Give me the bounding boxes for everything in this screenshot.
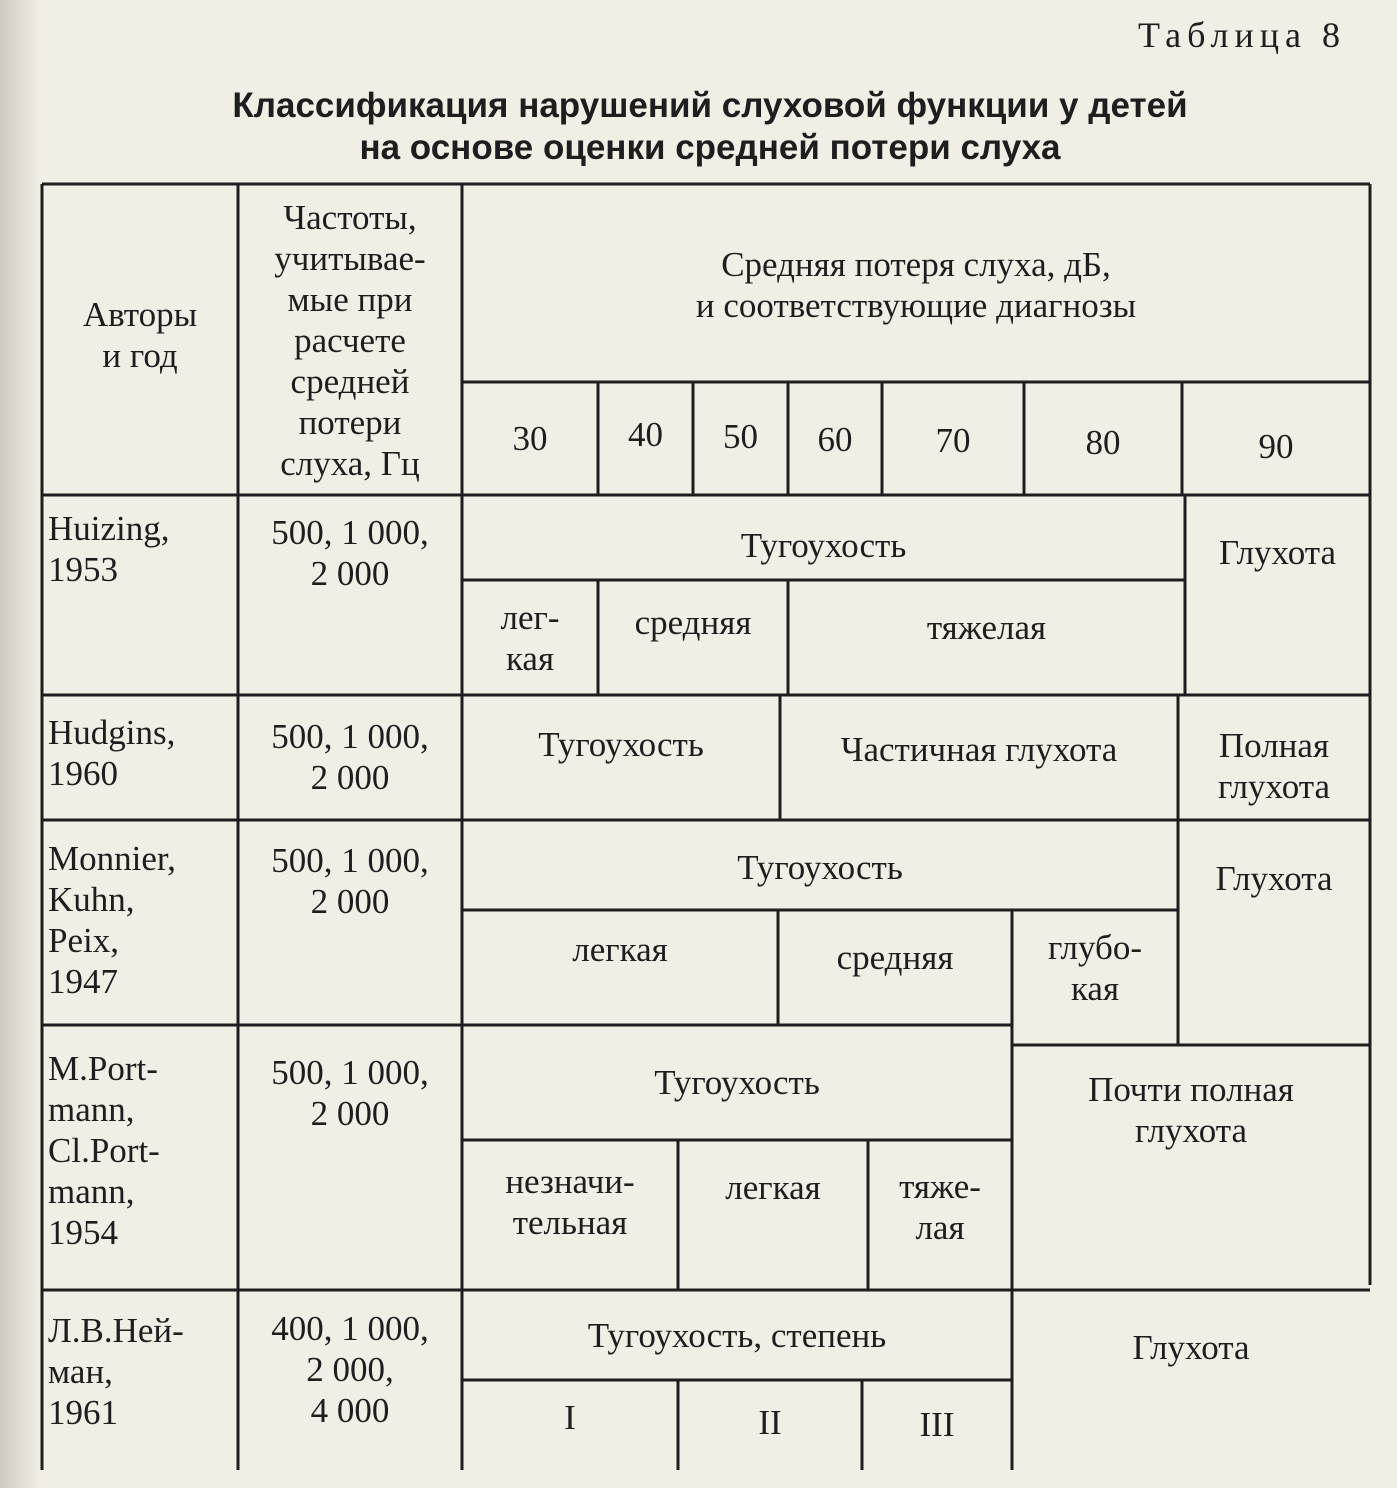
db-level-90: 90 [1258,426,1294,466]
row1-tugoukhost: Тугоухость [740,525,907,565]
db-level-60: 60 [817,419,853,459]
row3-frequencies: 500, 1 000, 2 000 [271,841,429,921]
row5-frequencies: 400, 1 000, 2 000, 4 000 [271,1309,429,1430]
row4-sub-legkaya: легкая [725,1167,821,1207]
row4-sub-tyazhelaya: тяже- лая [899,1167,981,1247]
row5-degree-II: II [758,1402,782,1442]
row4-frequencies: 500, 1 000, 2 000 [271,1053,429,1133]
db-level-80: 80 [1085,422,1121,462]
row2-author: Hudgins, 1960 [48,713,176,793]
row2-frequencies: 500, 1 000, 2 000 [271,717,429,797]
db-level-70: 70 [935,420,971,460]
row1-frequencies: 500, 1 000, 2 000 [271,513,429,593]
row3-sub-srednyaya: средняя [836,937,954,977]
row3-tugoukhost: Тугоухость [737,847,903,887]
row3-sub-legkaya: легкая [572,930,668,969]
db-level-40: 40 [628,414,663,454]
row4-sub-neznachitelnaya: незначи- тельная [505,1162,635,1242]
row5-degree-III: III [919,1404,955,1444]
header-frequencies: Частоты, учитывае- мые при расчете средней потери слуха, Гц [274,197,426,483]
row2-tugoukhost: Тугоухость [538,725,704,764]
row1-sub-srednyaya: средняя [634,602,752,642]
db-level-30: 30 [512,419,548,458]
row2-partial-deafness: Частичная глухота [840,730,1118,769]
table-title-line-1: Классификация нарушений слуховой функции у детей [232,86,1188,125]
db-level-50: 50 [723,416,758,456]
row1-author: Huizing, 1953 [48,509,170,589]
header-hearing-loss: Средняя потеря слуха, дБ, и соответствующие диагнозы [695,245,1137,325]
row1-glukhota: Глухота [1218,533,1337,572]
table-number-label: Таблица 8 [1138,15,1346,55]
row4-almost-full-deafness: Почти полная глухота [1088,1069,1294,1150]
row1-sub-tyazhelaya: тяжелая [926,607,1047,647]
row3-glukhota: Глухота [1215,858,1333,898]
row5-glukhota: Глухота [1132,1327,1250,1367]
table-title-line-2: на основе оценки средней потери слуха [359,128,1061,167]
row5-author: Л.В.Ней- ман, 1961 [48,1311,184,1432]
row2-full-deafness: Полная глухота [1217,726,1330,806]
row1-sub-legkaya: лег- кая [500,597,560,678]
row3-sub-glubokaya: глубо- кая [1047,927,1143,1008]
row5-tugoukhost-degree: Тугоухость, степень [587,1315,887,1355]
row3-author: Monnier, Kuhn, Peix, 1947 [48,839,176,1001]
row4-author: M.Port- mann, Cl.Port- mann, 1954 [48,1049,160,1252]
row4-tugoukhost: Тугоухость [654,1062,820,1102]
header-authors: Авторы и год [82,295,198,375]
row5-degree-I: I [564,1397,576,1437]
